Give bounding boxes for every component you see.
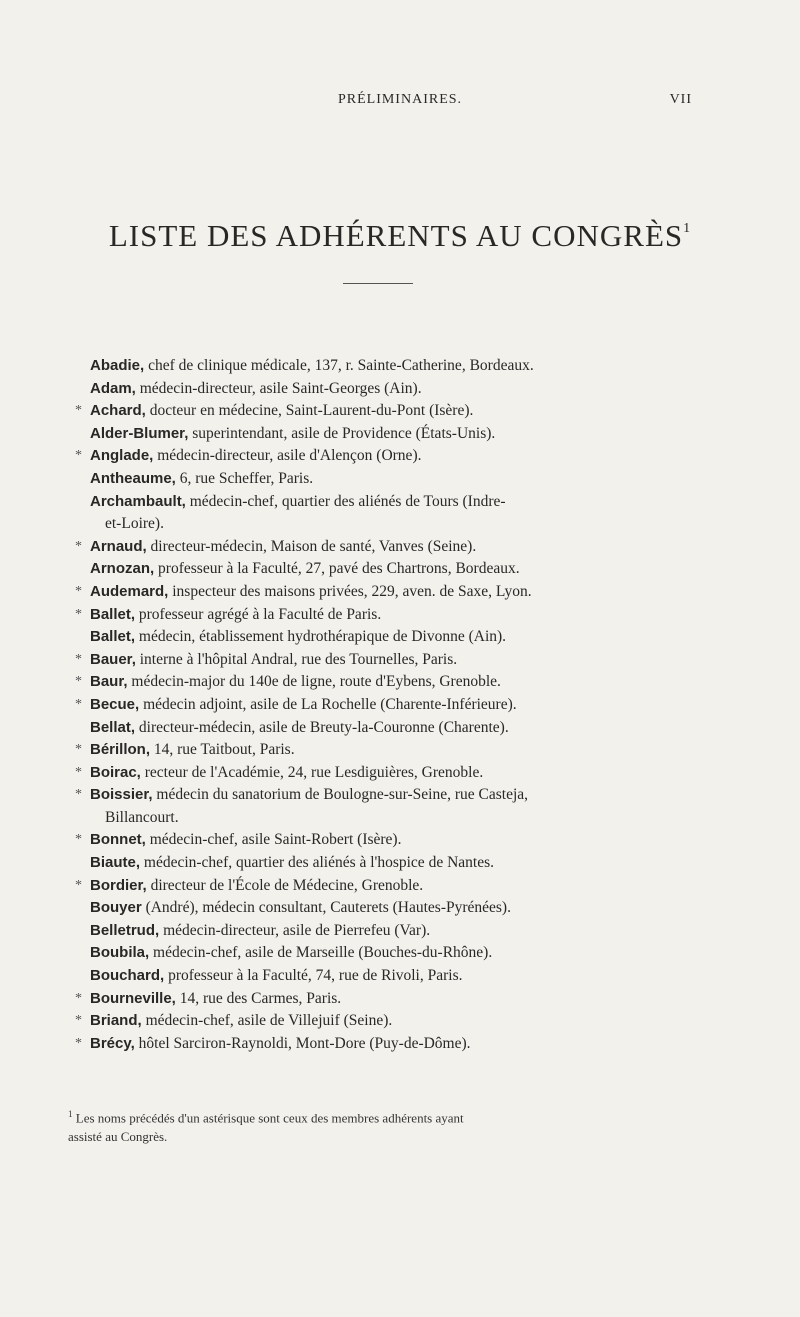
- member-details: médecin-chef, asile de Marseille (Bouches-du-Rhône).: [149, 944, 493, 962]
- member-details: 6, rue Scheffer, Paris.: [175, 469, 314, 487]
- member-details: médecin-chef, asile Saint-Robert (Isère).: [145, 831, 402, 849]
- member-entry: [75, 739, 720, 762]
- member-entry: [75, 400, 720, 423]
- member-entry: [75, 649, 720, 672]
- member-list: [0, 355, 800, 1055]
- member-entry: [90, 942, 720, 965]
- member-name: Adam,: [90, 379, 136, 397]
- member-name: Ballet,: [90, 628, 136, 646]
- member-details: interne à l'hôpital Andral, rue des Tournelles, Paris.: [135, 650, 458, 668]
- member-name: Briand,: [90, 1012, 142, 1030]
- member-details: médecin du sanatorium de Boulogne-sur-Seine, rue Casteja,: [152, 786, 529, 804]
- asterisk-mark: *: [75, 538, 82, 554]
- member-details: directeur-médecin, asile de Breuty-la-Couronne (Charente).: [135, 718, 509, 736]
- member-name: Bouchard,: [90, 967, 165, 985]
- member-details: médecin-directeur, asile de Pierrefeu (Var).: [159, 921, 431, 939]
- member-details: inspecteur des maisons privées, 229, aven. de Saxe, Lyon.: [168, 582, 532, 600]
- member-details: directeur de l'École de Médecine, Grenoble.: [146, 876, 424, 894]
- member-name: Arnaud,: [90, 537, 147, 555]
- member-name: Arnozan,: [90, 560, 155, 578]
- member-entry: [90, 920, 720, 943]
- member-name: Abadie,: [90, 357, 145, 374]
- member-name: Anglade,: [90, 447, 154, 465]
- member-entry: [75, 762, 720, 785]
- member-details: docteur en médecine, Saint-Laurent-du-Pont (Isère).: [145, 402, 474, 420]
- member-entry: [75, 536, 720, 559]
- member-details-continued: et-Loire).: [105, 515, 164, 533]
- member-details: directeur-médecin, Maison de santé, Vanves (Seine).: [146, 537, 477, 555]
- asterisk-mark: *: [75, 583, 82, 599]
- footnote-text-1: Les noms précédés d'un astérisque sont ceux des membres adhérents ayant: [72, 1110, 464, 1126]
- member-entry: [90, 491, 720, 536]
- member-entry: [75, 581, 720, 604]
- member-details: 14, rue des Carmes, Paris.: [175, 989, 342, 1007]
- member-details-continued: Billancourt.: [105, 808, 179, 826]
- asterisk-mark: *: [75, 606, 82, 622]
- member-name: Belletrud,: [90, 921, 160, 939]
- member-name: Biaute,: [90, 854, 141, 872]
- asterisk-mark: *: [75, 832, 82, 848]
- member-entry: [90, 558, 720, 581]
- member-details: médecin-chef, asile de Villejuif (Seine).: [141, 1012, 393, 1030]
- member-entry: [75, 988, 720, 1011]
- member-entry: [90, 626, 720, 649]
- asterisk-mark: *: [75, 651, 82, 667]
- member-details: professeur agrégé à la Faculté de Paris.: [135, 605, 382, 623]
- title-rule: [343, 283, 413, 284]
- asterisk-mark: *: [75, 787, 82, 803]
- member-entry: [75, 1033, 720, 1056]
- asterisk-mark: *: [75, 877, 82, 893]
- footnote-line-1: [68, 1105, 718, 1127]
- member-entry: [75, 445, 720, 468]
- member-entry: [90, 965, 720, 988]
- member-name: Bellat,: [90, 718, 136, 736]
- member-details: hôtel Sarciron-Raynoldi, Mont-Dore (Puy-de-Dôme).: [134, 1034, 471, 1052]
- member-entry: [90, 378, 720, 401]
- member-name: Boirac,: [90, 763, 141, 781]
- member-entry: [90, 717, 720, 740]
- member-entry: [75, 671, 720, 694]
- member-name: Achard,: [90, 402, 146, 420]
- member-entry: [90, 897, 720, 920]
- member-details: médecin-directeur, asile Saint-Georges (Ain).: [135, 379, 422, 397]
- asterisk-mark: *: [75, 990, 82, 1006]
- member-entry: [75, 604, 720, 627]
- member-name: Boubila,: [90, 944, 150, 962]
- asterisk-mark: *: [75, 764, 82, 780]
- member-details: (André), médecin consultant, Cauterets (Hautes-Pyrénées).: [141, 899, 511, 917]
- member-entry: [75, 784, 720, 829]
- footnote: [68, 1105, 718, 1146]
- member-details: professeur à la Faculté, 74, rue de Rivoli, Paris.: [164, 967, 463, 985]
- running-head: [0, 92, 800, 112]
- footnote-marker: 1: [68, 1109, 73, 1119]
- member-name: Ballet,: [90, 605, 136, 623]
- asterisk-mark: *: [75, 742, 82, 758]
- asterisk-mark: *: [75, 448, 82, 464]
- member-details: superintendant, asile de Providence (États-Unis).: [188, 424, 496, 442]
- member-name: Bouyer: [90, 899, 142, 917]
- member-entry: [90, 852, 720, 875]
- member-details: médecin adjoint, asile de La Rochelle (Charente-Inférieure).: [139, 695, 517, 713]
- member-entry: [75, 829, 720, 852]
- footnote-reference: 1: [683, 221, 692, 236]
- member-name: Bauer,: [90, 650, 136, 668]
- member-details: 14, rue Taitbout, Paris.: [150, 741, 295, 759]
- member-entry: [75, 694, 720, 717]
- member-name: Baur,: [90, 673, 128, 691]
- member-entry: [90, 423, 720, 446]
- member-name: Bonnet,: [90, 831, 146, 849]
- member-name: Bordier,: [90, 876, 147, 894]
- asterisk-mark: *: [75, 1035, 82, 1051]
- member-entry: [90, 355, 720, 378]
- member-details: chef de clinique médicale, 137, r. Sainte-Catherine, Bordeaux.: [144, 357, 534, 374]
- member-name: Boissier,: [90, 786, 153, 804]
- asterisk-mark: *: [75, 696, 82, 712]
- member-details: médecin-directeur, asile d'Alençon (Orne).: [153, 447, 422, 465]
- member-details: recteur de l'Académie, 24, rue Lesdiguières, Grenoble.: [140, 763, 484, 781]
- page-number: VII: [669, 92, 692, 107]
- member-name: Antheaume,: [90, 469, 176, 487]
- member-name: Audemard,: [90, 582, 169, 600]
- member-entry: [75, 875, 720, 898]
- member-name: Archambault,: [90, 492, 186, 510]
- member-details: médecin-chef, quartier des aliénés de Tours (Indre-: [185, 492, 506, 510]
- member-entry: [75, 1010, 720, 1033]
- member-details: professeur à la Faculté, 27, pavé des Chartrons, Bordeaux.: [154, 560, 520, 578]
- member-details: médecin, établissement hydrothérapique de Divonne (Ain).: [135, 628, 507, 646]
- member-name: Alder-Blumer,: [90, 424, 189, 442]
- list-title: [60, 218, 740, 254]
- member-name: Bourneville,: [90, 989, 176, 1007]
- member-details: médecin-major du 140e de ligne, route d'Eybens, Grenoble.: [127, 673, 501, 691]
- member-name: Bérillon,: [90, 741, 151, 759]
- member-details: médecin-chef, quartier des aliénés à l'hospice de Nantes.: [140, 854, 494, 872]
- asterisk-mark: *: [75, 403, 82, 419]
- member-name: Becue,: [90, 695, 140, 713]
- running-title: PRÉLIMINAIRES.: [337, 92, 463, 107]
- asterisk-mark: *: [75, 1013, 82, 1029]
- member-name: Brécy,: [90, 1034, 135, 1052]
- member-entry: [90, 468, 720, 491]
- list-title-text: LISTE DES ADHÉRENTS AU CONGRÈS: [108, 218, 684, 253]
- footnote-line-2: assisté au Congrès.: [68, 1129, 168, 1145]
- asterisk-mark: *: [75, 674, 82, 690]
